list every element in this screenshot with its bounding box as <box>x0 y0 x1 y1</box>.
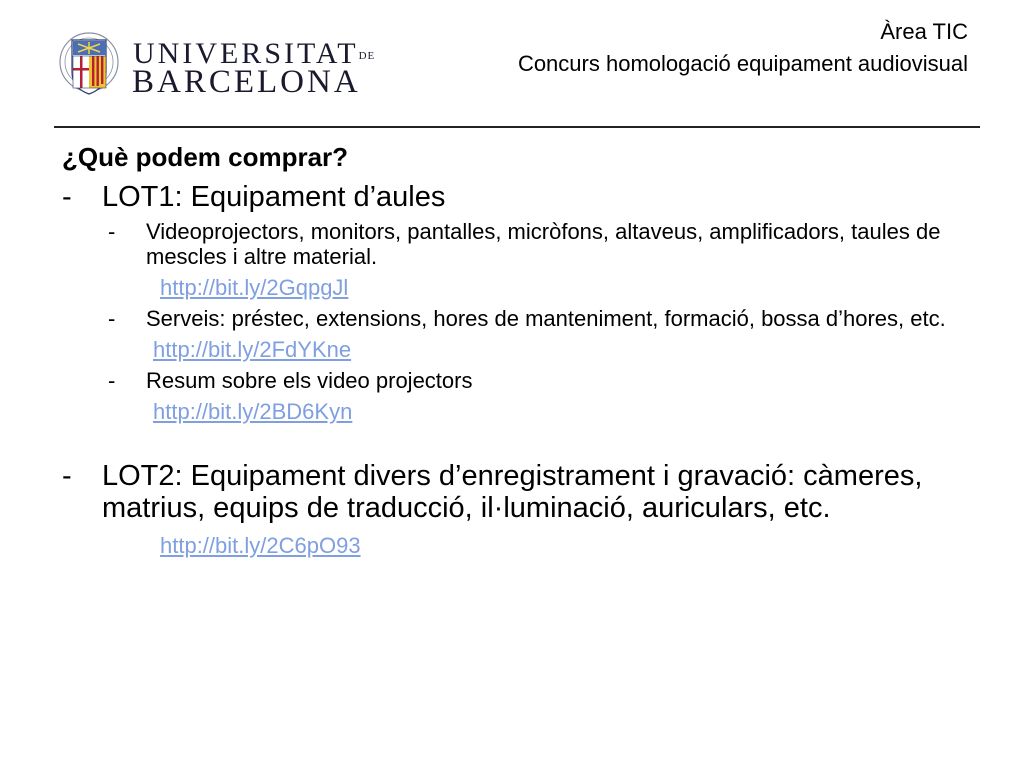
lot1-summary-link[interactable]: http://bit.ly/2BD6Kyn <box>153 399 353 424</box>
lot1-item-text: Videoprojectors, monitors, pantalles, micròfons, altaveus, amplificadors, taules de mescles i altre material. <box>146 219 941 269</box>
slide-heading: ¿Què podem comprar? <box>62 142 349 172</box>
spacer <box>62 428 962 460</box>
slide-content <box>62 142 962 562</box>
lot1-item-summary <box>62 368 962 393</box>
header-divider <box>54 126 980 128</box>
lot2-label: LOT2: Equipament divers d’enregistrament i gravació: càmeres, matrius, equips de traducció, il·luminació, auriculars, etc. <box>102 460 923 524</box>
university-seal-icon <box>58 18 120 106</box>
header-right <box>518 16 968 80</box>
bullet-dash: - <box>62 181 72 213</box>
bullet-dash: - <box>108 219 116 244</box>
university-name-de: DE <box>358 50 376 63</box>
presentation-title: Concurs homologació equipament audiovisual <box>517 51 968 76</box>
lot1-bullet <box>62 181 962 213</box>
lot1-item-services <box>62 306 962 331</box>
bullet-dash: - <box>62 460 72 492</box>
bullet-dash: - <box>108 368 116 393</box>
lot1-equipment-link[interactable]: http://bit.ly/2GqpgJl <box>160 275 349 300</box>
university-name-line2: BARCELONA <box>132 64 361 100</box>
university-name-word: UNIVERSITAT <box>133 37 359 70</box>
lot1-services-link[interactable]: http://bit.ly/2FdYKne <box>153 337 352 362</box>
lot1-item-text: Resum sobre els video projectors <box>146 368 473 393</box>
area-label: Àrea TIC <box>880 19 968 44</box>
lot1-item-text: Serveis: préstec, extensions, hores de manteniment, formació, bossa d’hores, etc. <box>146 306 946 331</box>
lot1-item-equipment <box>62 219 962 269</box>
university-logo <box>58 18 376 110</box>
lot2-link[interactable]: http://bit.ly/2C6pO93 <box>160 533 361 558</box>
lot2-bullet <box>62 460 962 524</box>
bullet-dash: - <box>108 306 116 331</box>
lot1-label: LOT1: Equipament d’aules <box>102 181 446 213</box>
